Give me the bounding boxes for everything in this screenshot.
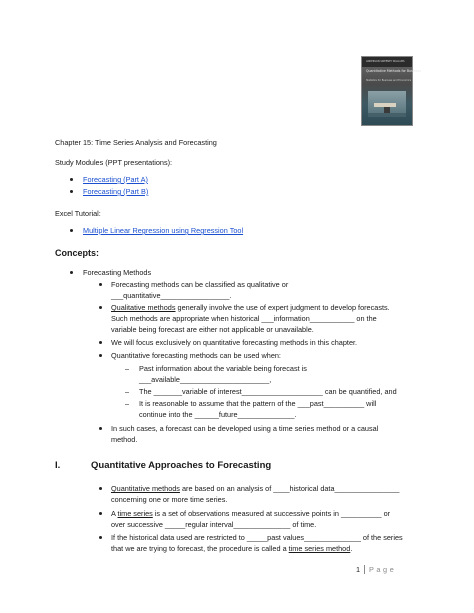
bullet-dot [70,229,73,232]
book-cover-image [361,56,421,126]
text-line: ___quantitative_________________. [111,291,232,300]
bullet-dot [99,487,102,490]
text-line: It is reasonable to assume that the pattern of the ___past__________ will [139,399,377,408]
text-line: The _______variable of interest____________________ can be quantified, and [139,387,397,396]
bullet-dot [99,306,102,309]
page-label: P a g e [369,565,395,574]
text-line: variable being forecast are either not applicable or unavailable. [111,325,314,334]
bullet-dot [70,190,73,193]
cover-subtitle: Statistics for Business and Economics [366,79,412,82]
concept-forecasting-methods: Forecasting Methods [83,268,152,277]
section-title: Quantitative Approaches to Forecasting [91,460,272,471]
text-line: We will focus exclusively on quantitative forecasting methods in this chapter. [111,338,358,347]
text-span: . [350,544,353,553]
footer-divider [364,565,365,574]
text-line: In such cases, a forecast can be developed using a time series method or a causal [111,424,379,433]
bullet-dot [99,536,102,539]
text-span: are based on an analysis of ____historical data________________ [179,484,400,493]
dash-marker: – [125,399,130,408]
chapter-title: Chapter 15: Time Series Analysis and Forecasting [55,138,217,147]
text-line: If the historical data used are restricted to _____past values______________ of the series [111,533,403,542]
link-multiple-linear-regression[interactable]: Multiple Linear Regression using Regression Tool [83,226,244,235]
text-span: generally involve the use of expert judgment to develop forecasts. [175,303,390,312]
text-line: ___available______________________, [139,375,272,384]
dash-marker: – [125,387,130,396]
text-line: over successive _____regular interval______________ of time. [111,520,317,529]
term-quantitative-methods: Quantitative methods [111,484,180,493]
section-number: I. [55,460,61,471]
text-span: that we are trying to forecast, the procedure is called a [111,544,289,553]
bullet-dot [70,271,73,274]
term-time-series: time series [117,509,153,518]
cover-photo-floor [368,113,406,117]
section-heading [55,460,355,472]
page-number: 1 [356,565,361,574]
bullet-dot [99,283,102,286]
bullet-dot [99,512,102,515]
concepts-heading: Concepts: [55,248,100,258]
bullet-dot [99,427,102,430]
link-forecasting-part-b[interactable]: Forecasting (Part B) [83,187,149,196]
text-line: concerning one or more time series. [111,495,228,504]
text-line: Quantitative forecasting methods can be used when: [111,351,281,360]
text-span: A [111,509,118,518]
dash-marker: – [125,364,130,373]
cover-band-text: ANDERSON SWEENEY WILLIAMS [366,60,405,63]
text-line: Forecasting methods can be classified as qualitative or [111,280,289,289]
text-line: Past information about the variable being forecast is [139,364,307,373]
text-line: method. [111,435,138,444]
term-time-series-method: time series method [288,544,351,553]
text-line [111,303,390,312]
text-line [111,484,399,493]
term-qualitative-methods: Qualitative methods [111,303,176,312]
cover-title: Quantitative Methods for Business [366,69,421,73]
text-line: continue into the ______future______________. [139,410,297,419]
text-line: Such methods are appropriate when historical ___information___________ on the [111,314,377,323]
text-span: is a set of observations measured at successive points in __________ or [152,509,391,518]
bullet-dot [99,354,102,357]
bullet-dot [70,178,73,181]
excel-tutorial-label: Excel Tutorial: [55,209,101,218]
bullet-dot [99,341,102,344]
text-line [111,544,352,553]
study-modules-label: Study Modules (PPT presentations): [55,158,173,167]
text-line [111,509,390,518]
link-forecasting-part-a[interactable]: Forecasting (Part A) [83,175,148,184]
